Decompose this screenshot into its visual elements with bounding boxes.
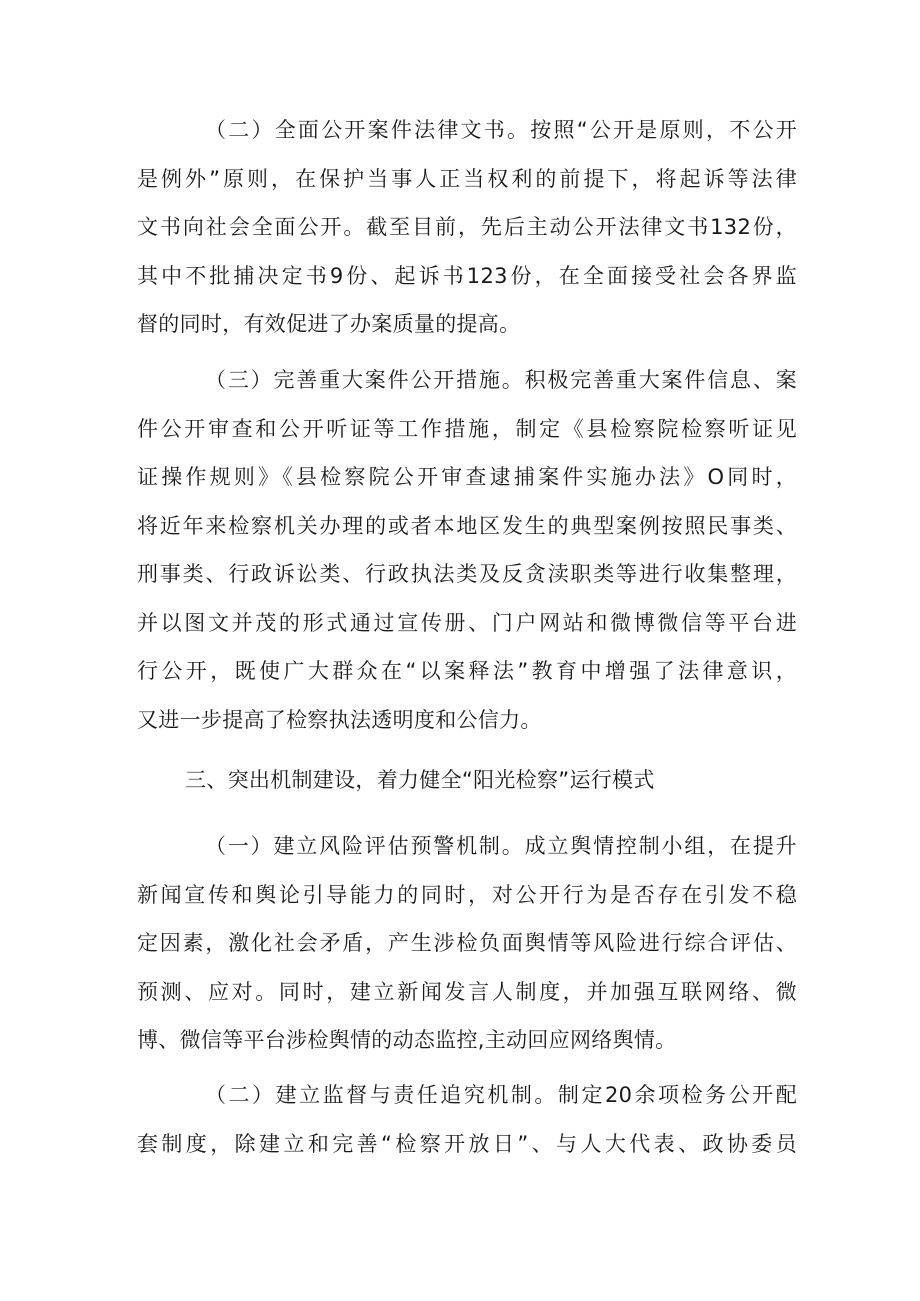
paragraph-line: 证操作规则》《县检察院公开审查逮捕案件实施办法》O同时， (137, 465, 797, 489)
paragraph-risk-warning (137, 822, 797, 1065)
paragraph-line: （三）完善重大案件公开措施。积极完善重大案件信息、案 (205, 368, 797, 392)
paragraph-line: 套制度，除建立和完善“检察开放日”、与人大代表、政协委员 (137, 1131, 797, 1156)
paragraph-line: 将近年来检察机关办理的或者本地区发生的典型案例按照民事类、 (137, 513, 797, 538)
paragraph-line: 督的同时，有效促进了办案质量的提高。 (137, 312, 521, 336)
paragraph-supervision (137, 1071, 797, 1168)
paragraph-line: （二）全面公开案件法律文书。按照“公开是原则，不公开 (205, 118, 797, 142)
paragraph-line: 行公开，既使广大群众在“以案释法”教育中增强了法律意识， (137, 659, 797, 683)
paragraph-line: 新闻宣传和舆论引导能力的同时，对公开行为是否存在引发不稳 (137, 882, 797, 907)
paragraph-line: 预测、应对。同时，建立新闻发言人制度，并加强互联网络、微 (137, 979, 797, 1004)
paragraph-line: 定因素，激化社会矛盾，产生涉检负面舆情等风险进行综合评估、 (137, 931, 797, 955)
section-heading (185, 756, 805, 805)
paragraph-line: 文书向社会全面公开。截至目前，先后主动公开法律文书132份， (137, 215, 797, 239)
paragraph-major-cases (137, 356, 797, 744)
paragraph-line: 又进一步提高了检察执法透明度和公信力。 (137, 707, 542, 732)
paragraph-legal-documents (137, 106, 797, 349)
paragraph-line: 刑事类、行政诉讼类、行政执法类及反贪渎职类等进行收集整理， (137, 562, 797, 586)
paragraph-line: 件公开审查和公开听证等工作措施，制定《县检察院检察听证见 (137, 416, 797, 441)
paragraph-line: 博、微信等平台涉检舆情的动态监控,主动回应网络舆情。 (137, 1028, 677, 1052)
paragraph-line: （一）建立风险评估预警机制。成立舆情控制小组，在提升 (205, 834, 797, 858)
section-heading-text: 三、突出机制建设，着力健全“阳光检察”运行模式 (185, 768, 655, 792)
paragraph-line: 并以图文并茂的形式通过宣传册、门户网站和微博微信等平台进 (137, 610, 797, 635)
paragraph-line: 其中不批捕决定书9份、起诉书123份，在全面接受社会各界监 (137, 263, 797, 288)
paragraph-line: 是例外”原则，在保护当事人正当权利的前提下，将起诉等法律 (137, 166, 797, 191)
paragraph-line: （二）建立监督与责任追究机制。制定20余项检务公开配 (205, 1083, 797, 1107)
